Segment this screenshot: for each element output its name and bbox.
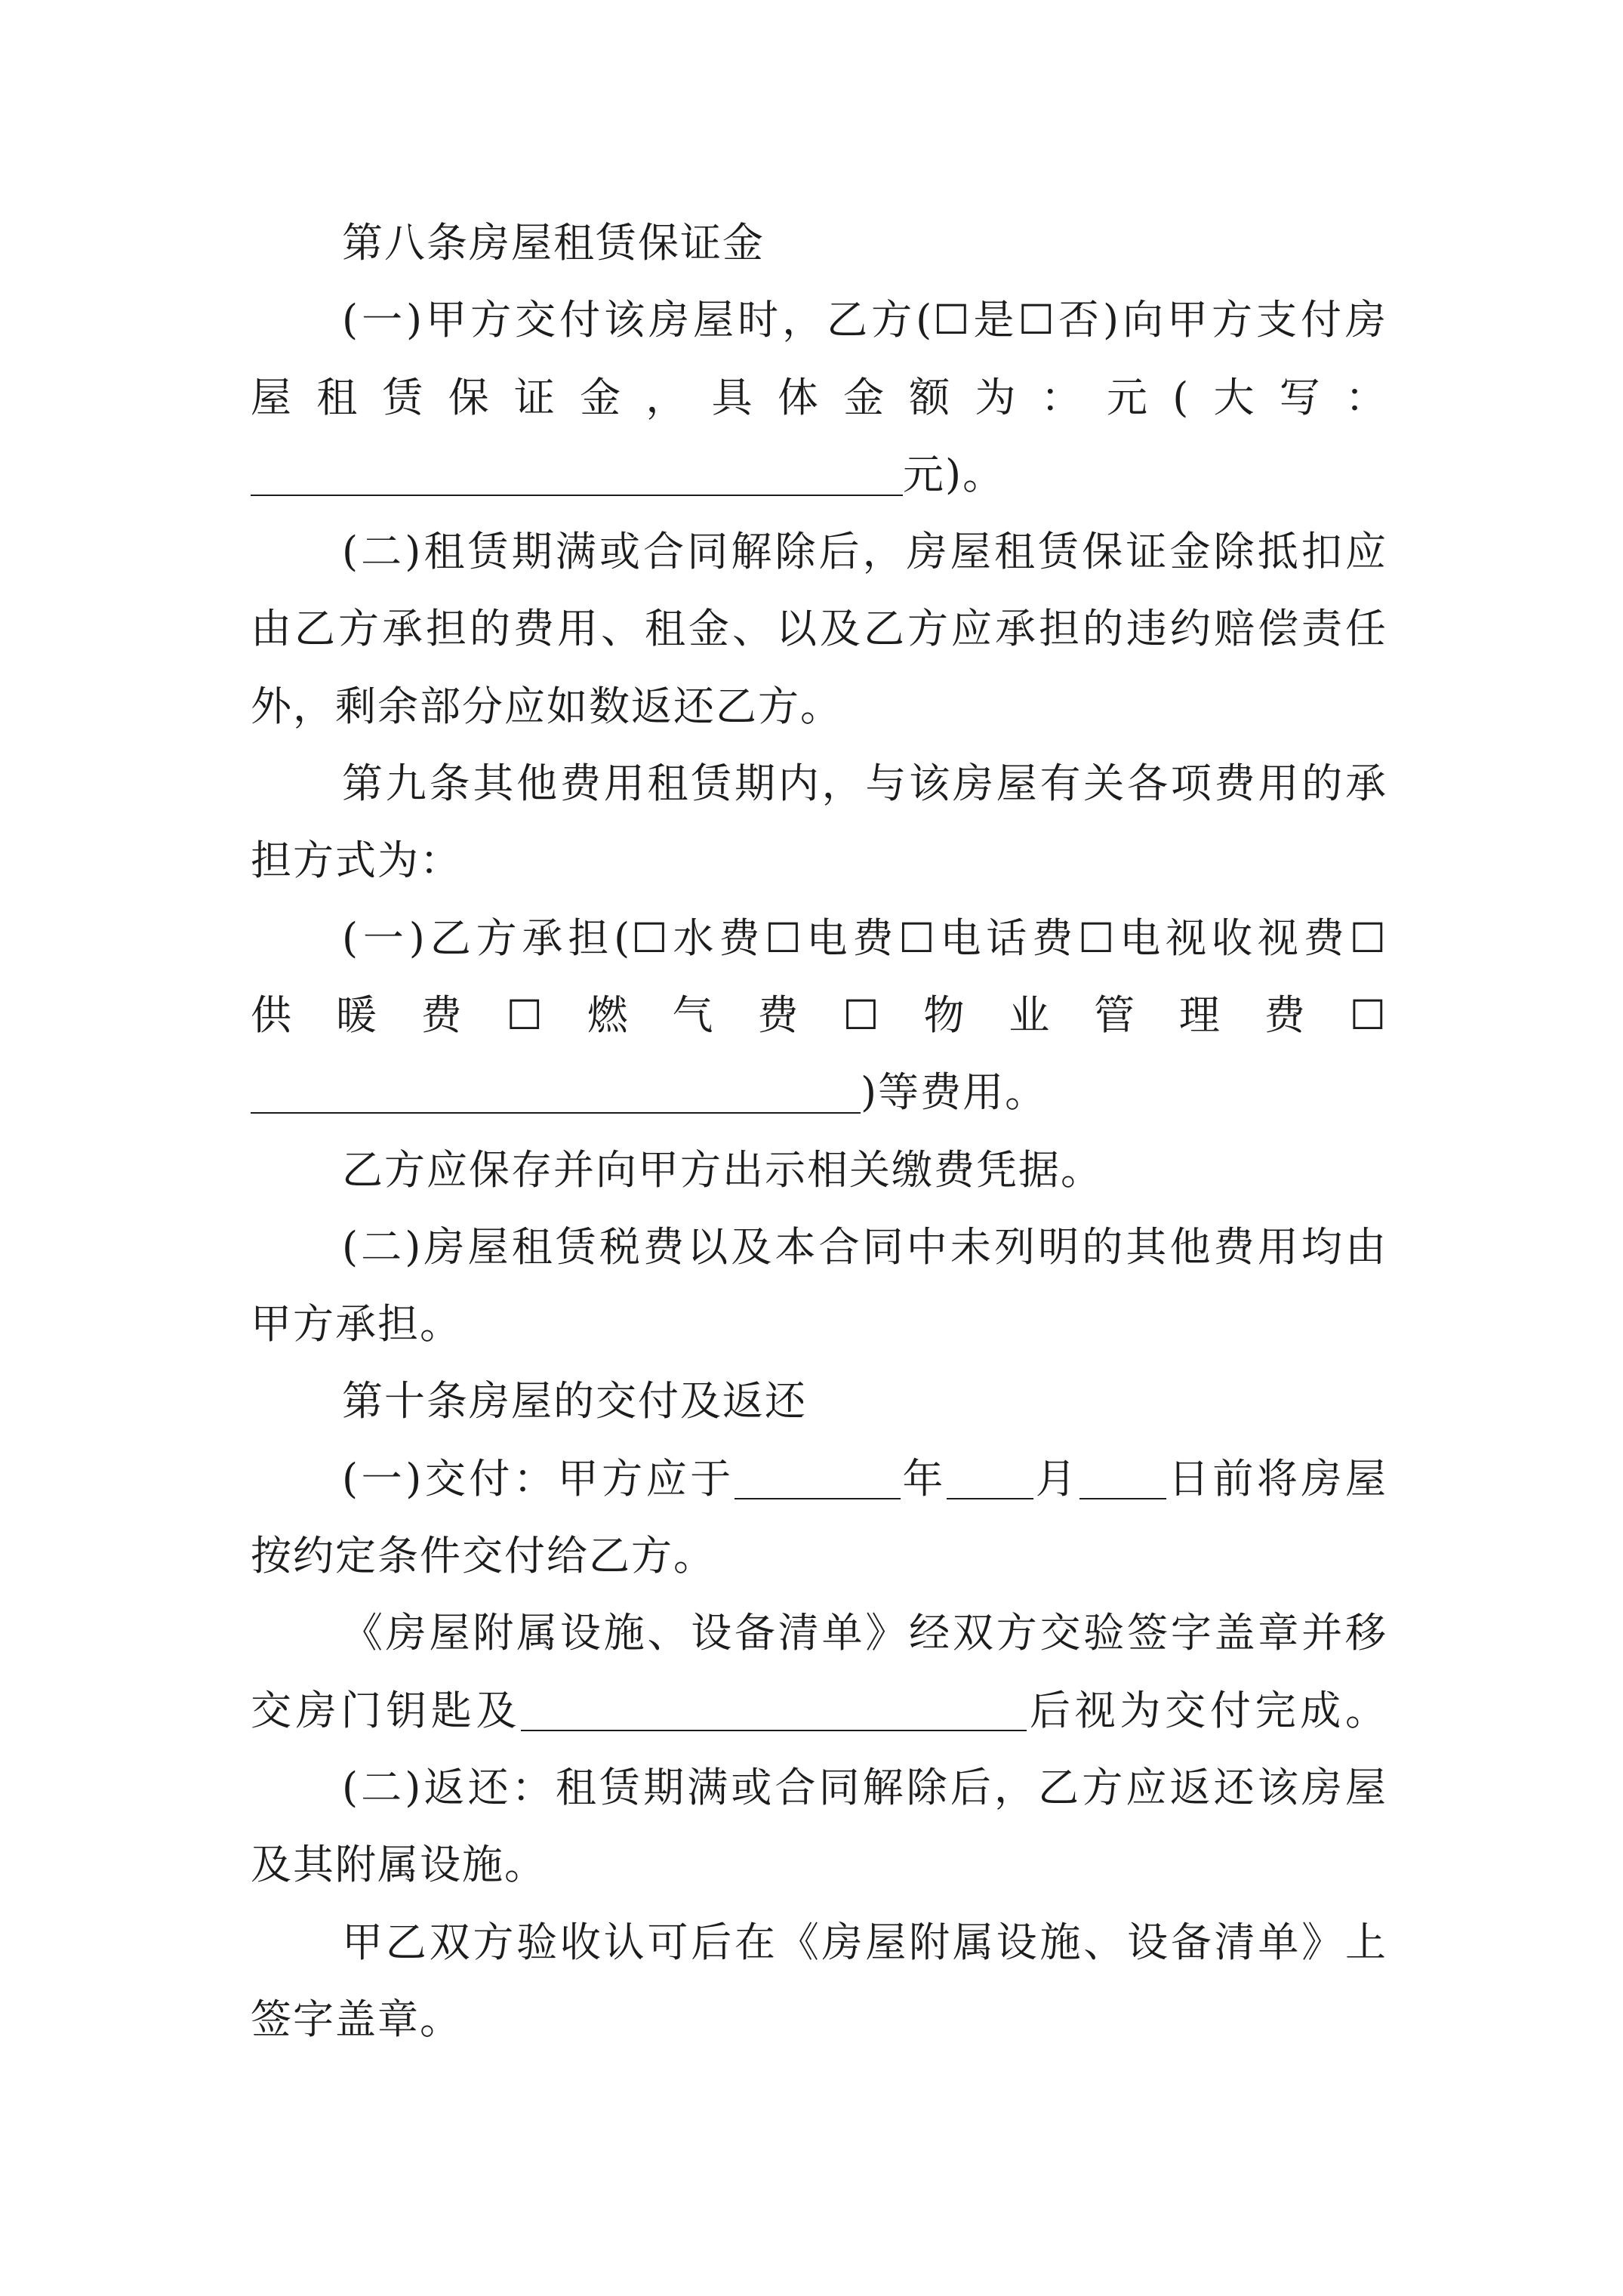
text-line: (二)租赁期满或合同解除后，房屋租赁保证金除抵扣应 — [342, 528, 1387, 576]
article-10-heading: 第十条房屋的交付及返还 — [342, 1377, 807, 1425]
text-line: 屋租赁保证金，具体金额为：元(大写： — [251, 373, 1387, 421]
text-line: 由乙方承担的费用、租金、以及乙方应承担的违约赔偿责任 — [251, 605, 1387, 653]
fill-in-blank — [251, 1075, 861, 1114]
text-segment: 后视为交付完成。 — [1027, 1686, 1387, 1734]
text-segment: 年 — [900, 1454, 947, 1502]
text-segment: 交房门钥匙及 — [251, 1686, 522, 1734]
document-body — [251, 205, 1387, 2058]
text-line: (二)返还：租赁期满或合同解除后，乙方应返还该房屋 — [342, 1763, 1387, 1811]
fill-in-blank-month — [947, 1462, 1033, 1500]
text-line: (二)房屋租赁税费以及本合同中未列明的其他费用均由 — [342, 1222, 1387, 1271]
fill-in-blank-day — [1079, 1462, 1166, 1500]
text-line: 甲方承担。 — [251, 1300, 462, 1348]
text-line: 乙方应保存并向甲方出示相关缴费凭据。 — [342, 1145, 1103, 1194]
text-line-with-blank — [251, 436, 1387, 513]
text-line: 及其附属设施。 — [251, 1841, 547, 1889]
text-segment: (一)交付：甲方应于 — [342, 1454, 735, 1502]
article-9-heading: 第九条其他费用租赁期内，与该房屋有关各项费用的承 — [342, 760, 1387, 808]
text-line-with-blank — [251, 1054, 1387, 1131]
text-segment: )等费用。 — [861, 1068, 1048, 1117]
text-line: 《房屋附属设施、设备清单》经双方交验签字盖章并移 — [342, 1609, 1387, 1657]
text-segment: 日前将房屋 — [1166, 1454, 1387, 1502]
text-line: (一)乙方承担(☐水费☐电费☐电话费☐电视收视费☐ — [342, 914, 1387, 962]
text-line: 供暖费☐燃气费☐物业管理费☐ — [251, 991, 1387, 1039]
text-line: 签字盖章。 — [251, 1995, 462, 2043]
text-line: 按约定条件交付给乙方。 — [251, 1532, 716, 1580]
text-line-with-blank — [251, 1672, 1387, 1749]
text-line: 甲乙双方验收认可后在《房屋附属设施、设备清单》上 — [342, 1918, 1387, 1966]
text-segment: 元)。 — [903, 450, 1006, 498]
fill-in-blank-year — [735, 1462, 901, 1500]
text-line: 担方式为： — [251, 837, 462, 885]
fill-in-blank — [521, 1693, 1027, 1732]
article-8-heading: 第八条房屋租赁保证金 — [342, 219, 765, 267]
text-line: 外，剩余部分应如数返还乙方。 — [251, 682, 842, 730]
text-segment: 月 — [1033, 1454, 1080, 1502]
text-line-with-blank — [251, 1441, 1387, 1518]
text-line: (一)甲方交付该房屋时，乙方(☐是☐否)向甲方支付房 — [342, 296, 1387, 344]
fill-in-blank — [251, 458, 903, 496]
